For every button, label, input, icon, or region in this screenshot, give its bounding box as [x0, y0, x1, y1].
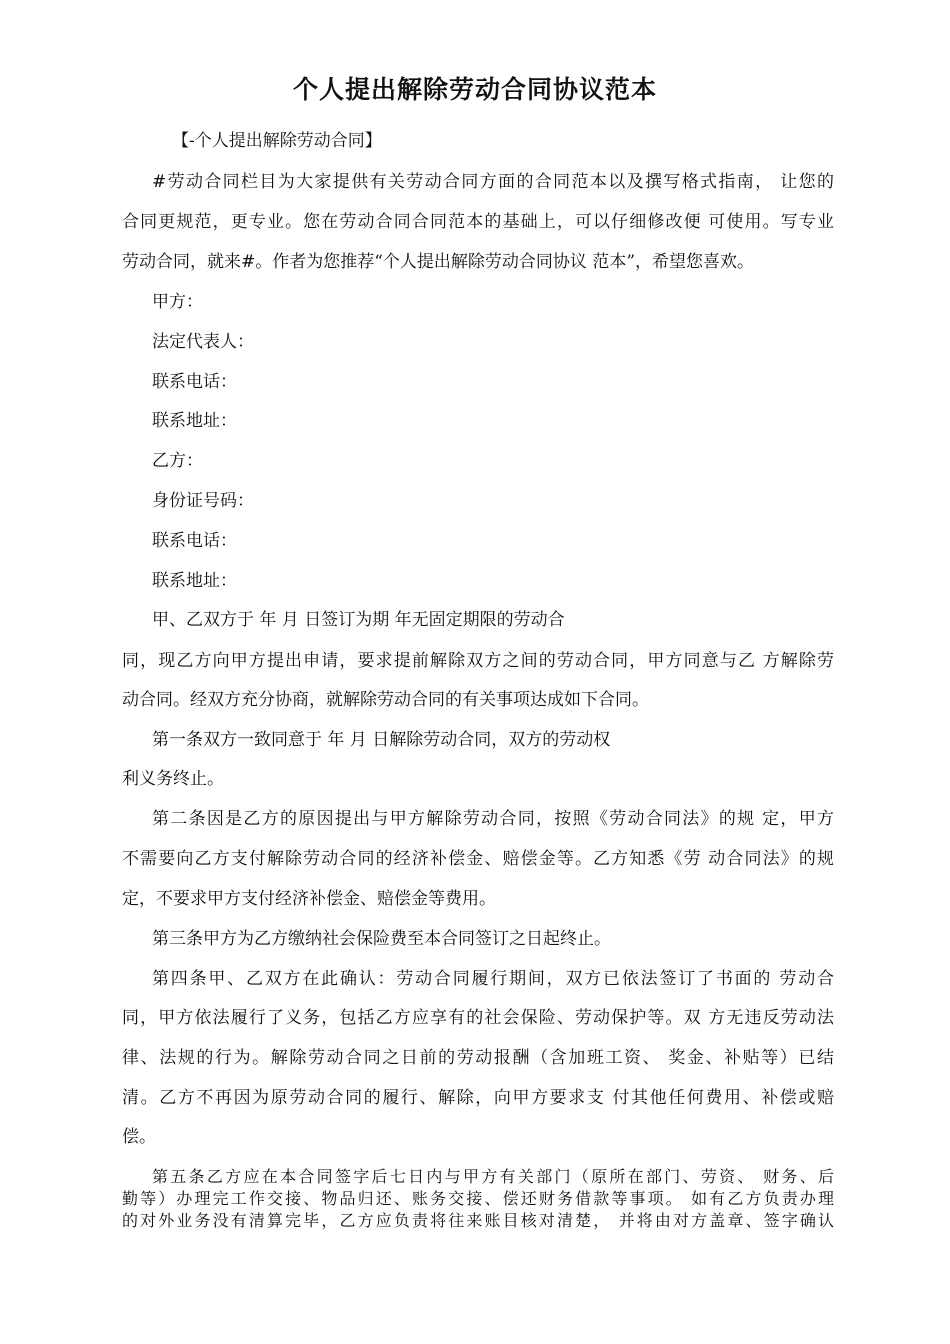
- article-5-line: 勤等）办理完工作交接、物品归还、账务交接、偿还财务借款等事项。 如有乙方负责办理: [122, 1189, 834, 1208]
- article-5-line: 第五条乙方应在本合同签字后七日内与甲方有关部门（原所在部门、劳资、 财务、后: [152, 1167, 834, 1186]
- article-4-line: 清。乙方不再因为原劳动合同的履行、解除，向甲方要求支 付其他任何费用、补偿或赔: [122, 1088, 834, 1108]
- field-party-b: 乙方：: [152, 451, 203, 471]
- article-5-line: 的对外业务没有清算完毕，乙方应负责将往来账目核对清楚， 并将由对方盖章、签字确认: [122, 1211, 834, 1230]
- article-3-line: 第三条甲方为乙方缴纳社会保险费至本合同签订之日起终止。: [152, 929, 611, 949]
- intro-line: 劳动合同，就来#。作者为您推荐“个人提出解除劳动合同协议 范本”，希望您喜欢。: [122, 252, 755, 272]
- article-4-line: 同，甲方依法履行了义务，包括乙方应享有的社会保险、劳动保护等。双 方无违反劳动法: [122, 1008, 834, 1028]
- intro-line: #劳动合同栏目为大家提供有关劳动合同方面的合同范本以及撰写格式指南， 让您的: [152, 172, 834, 192]
- field-address-a: 联系地址：: [152, 411, 237, 431]
- article-1-line: 利义务终止。: [122, 769, 224, 789]
- article-4-line: 律、法规的行为。解除劳动合同之日前的劳动报酬（含加班工资、 奖金、补贴等）已结: [122, 1048, 834, 1068]
- paragraph-line: 动合同。经双方充分协商，就解除劳动合同的有关事项达成如下合同。: [122, 690, 649, 710]
- field-phone-b: 联系电话：: [152, 531, 237, 551]
- field-address-b: 联系地址：: [152, 571, 237, 591]
- field-id-number: 身份证号码：: [152, 491, 254, 511]
- subtitle: 【-个人提出解除劳动合同】: [172, 131, 382, 151]
- article-2-line: 第二条因是乙方的原因提出与甲方解除劳动合同，按照《劳动合同法》的规 定，甲方: [152, 809, 834, 829]
- paragraph-line: 同，现乙方向甲方提出申请，要求提前解除双方之间的劳动合同，甲方同意与乙 方解除劳: [122, 651, 834, 671]
- field-party-a: 甲方：: [152, 292, 203, 312]
- document-title: 个人提出解除劳动合同协议范本: [292, 75, 657, 104]
- article-4-line: 第四条甲、乙双方在此确认：劳动合同履行期间，双方已依法签订了书面的 劳动合: [152, 969, 834, 989]
- field-legal-rep: 法定代表人：: [152, 332, 254, 352]
- field-phone-a: 联系电话：: [152, 372, 237, 392]
- article-2-line: 不需要向乙方支付解除劳动合同的经济补偿金、赔偿金等。乙方知悉《劳 动合同法》的规: [122, 849, 834, 869]
- article-2-line: 定，不要求甲方支付经济补偿金、赔偿金等费用。: [122, 889, 496, 909]
- article-1-line: 第一条双方一致同意于 年 月 日解除劳动合同，双方的劳动权: [152, 730, 611, 750]
- paragraph-line: 甲、乙双方于 年 月 日签订为期 年无固定期限的劳动合: [152, 610, 565, 630]
- article-4-line: 偿。: [122, 1127, 156, 1147]
- intro-line: 合同更规范，更专业。您在劳动合同合同范本的基础上，可以仔细修改便 可使用。写专业: [122, 212, 834, 232]
